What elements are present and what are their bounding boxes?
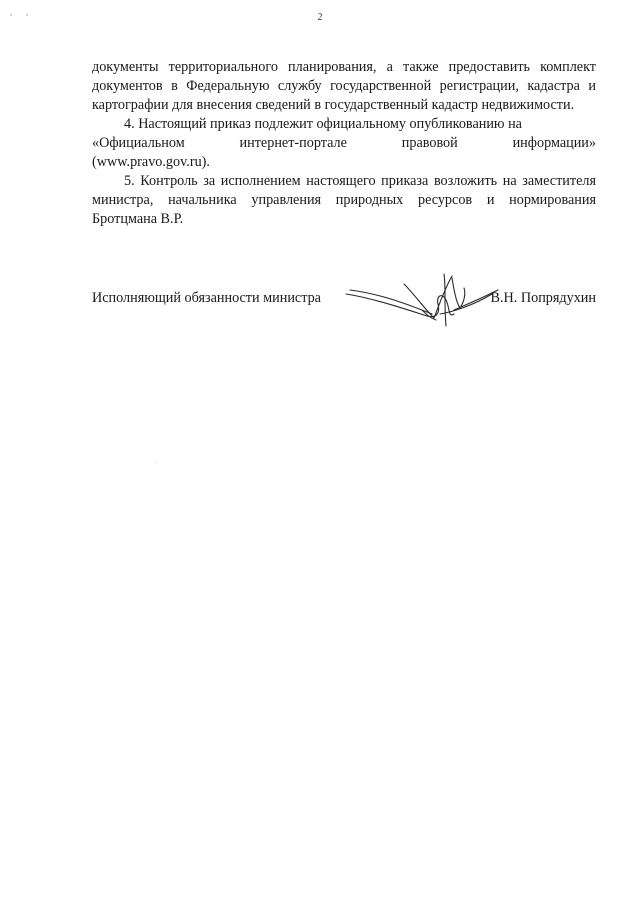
signatory-name: В.Н. Попрядухин xyxy=(490,290,596,306)
publication-word-3: правовой xyxy=(401,135,458,151)
handwritten-signature xyxy=(342,268,502,338)
scan-speck xyxy=(26,14,28,16)
paragraph-publication-line3: (www.pravo.gov.ru). xyxy=(92,154,210,170)
page-number: 2 xyxy=(317,12,323,23)
document-body xyxy=(92,58,596,229)
publication-word-1: «Официальном xyxy=(92,135,185,151)
signature-block xyxy=(92,282,596,342)
paragraph-publication-line2 xyxy=(92,134,596,153)
publication-word-2: интернет-портале xyxy=(239,135,347,151)
paragraph-control: 5. Контроль за исполнением настоящего приказа возложить на заместителя министра, начальника управления природных ресурсов и нормирования Бротцмана В.Р. xyxy=(92,173,596,227)
paragraph-continuation: документы территориального планирования, а также предоставить комплект документов в Федеральную службу государственной регистрации, кадастра и картографии для внесения сведений в государственный кадастр недвижимости. xyxy=(92,59,596,113)
scan-speck xyxy=(10,14,12,16)
scan-speck xyxy=(156,462,157,463)
paragraph-publication-line1: 4. Настоящий приказ подлежит официальному опубликованию на xyxy=(124,116,522,132)
publication-word-4: информации» xyxy=(512,135,596,151)
signatory-role: Исполняющий обязанности министра xyxy=(92,290,321,306)
